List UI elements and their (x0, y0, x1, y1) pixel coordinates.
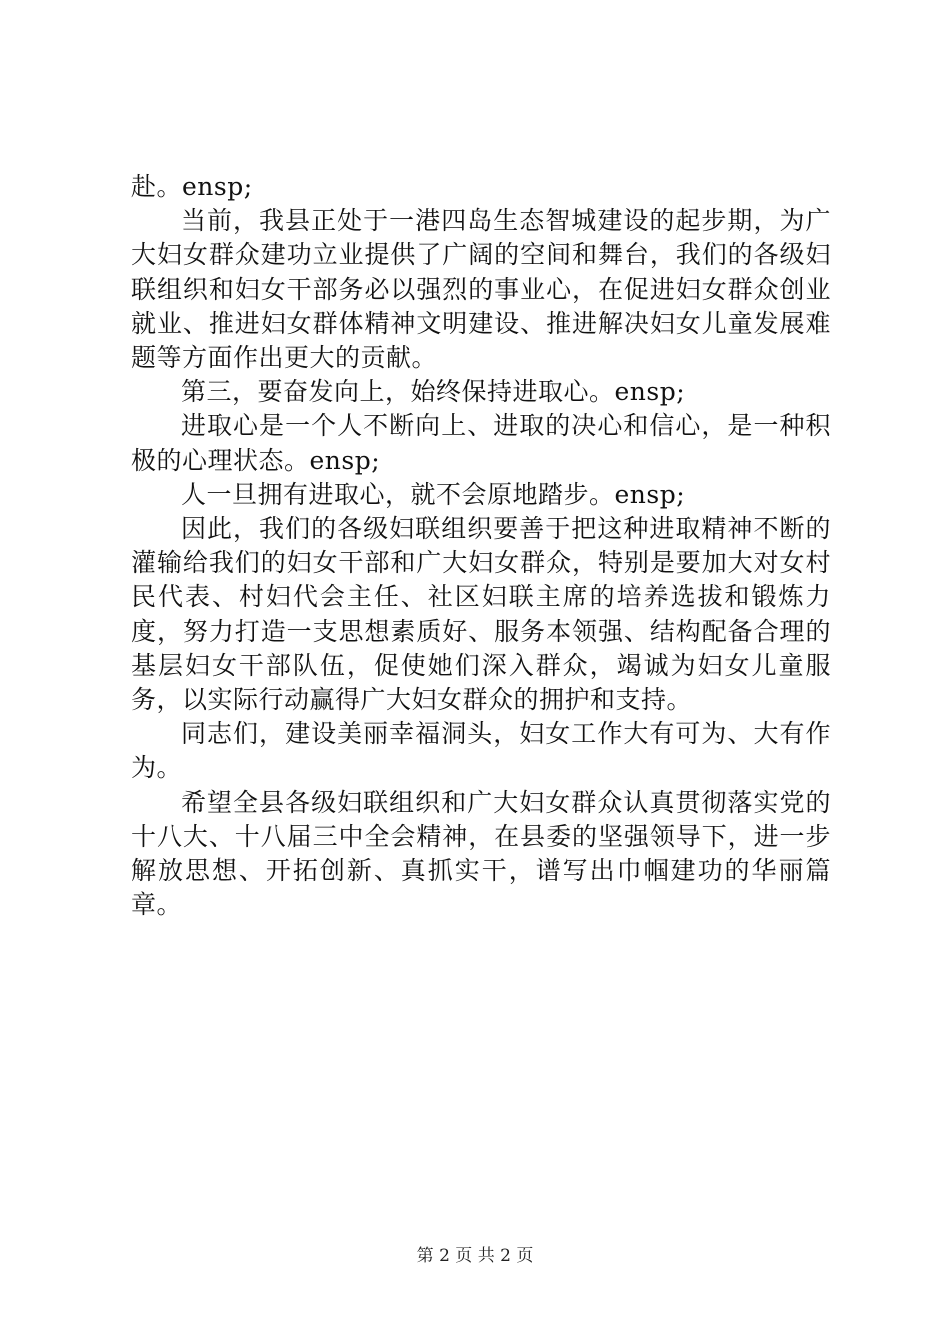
paragraph-3: 第三，要奋发向上，始终保持进取心。ensp; (181, 377, 686, 407)
paragraph-1: 赴。ensp; (131, 172, 253, 201)
paragraph-4: 进取心是一个人不断向上、进取的决心和信心，是一种积极的心理状态。ensp; (131, 411, 831, 475)
paragraph-2: 当前，我县正处于一港四岛生态智城建设的起步期，为广大妇女群众建功立业提供了广阔的空间和舞台，我们的各级妇联组织和妇女干部务必以强烈的事业心，在促进妇女群众创业就业、推进妇女群体精神文明建设、推进解决妇女儿童发展难题等方面作出更大的贡献。 (131, 206, 831, 373)
paragraph-7: 同志们，建设美丽幸福洞头，妇女工作大有可为、大有作为。 (131, 719, 831, 783)
paragraph-6: 因此，我们的各级妇联组织要善于把这种进取精神不断的灌输给我们的妇女干部和广大妇女群众，特别是要加大对女村民代表、村妇代会主任、社区妇联主席的培养选拔和锻炼力度，努力打造一支思想素质好、服务本领强、结构配备合理的基层妇女干部队伍，促使她们深入群众，竭诚为妇女儿童服务，以实际行动赢得广大妇女群众的拥护和支持。 (131, 514, 831, 715)
paragraph-5: 人一旦拥有进取心，就不会原地踏步。ensp; (181, 479, 686, 509)
document-body (131, 170, 831, 922)
page-number-label: 第 2 页 共 2 页 (416, 1246, 534, 1266)
paragraph-8: 希望全县各级妇联组织和广大妇女群众认真贯彻落实党的十八大、十八届三中全会精神，在县委的坚强领导下，进一步解放思想、开拓创新、真抓实干，谱写出巾帼建功的华丽篇章。 (131, 787, 831, 920)
page-footer (0, 1245, 950, 1267)
